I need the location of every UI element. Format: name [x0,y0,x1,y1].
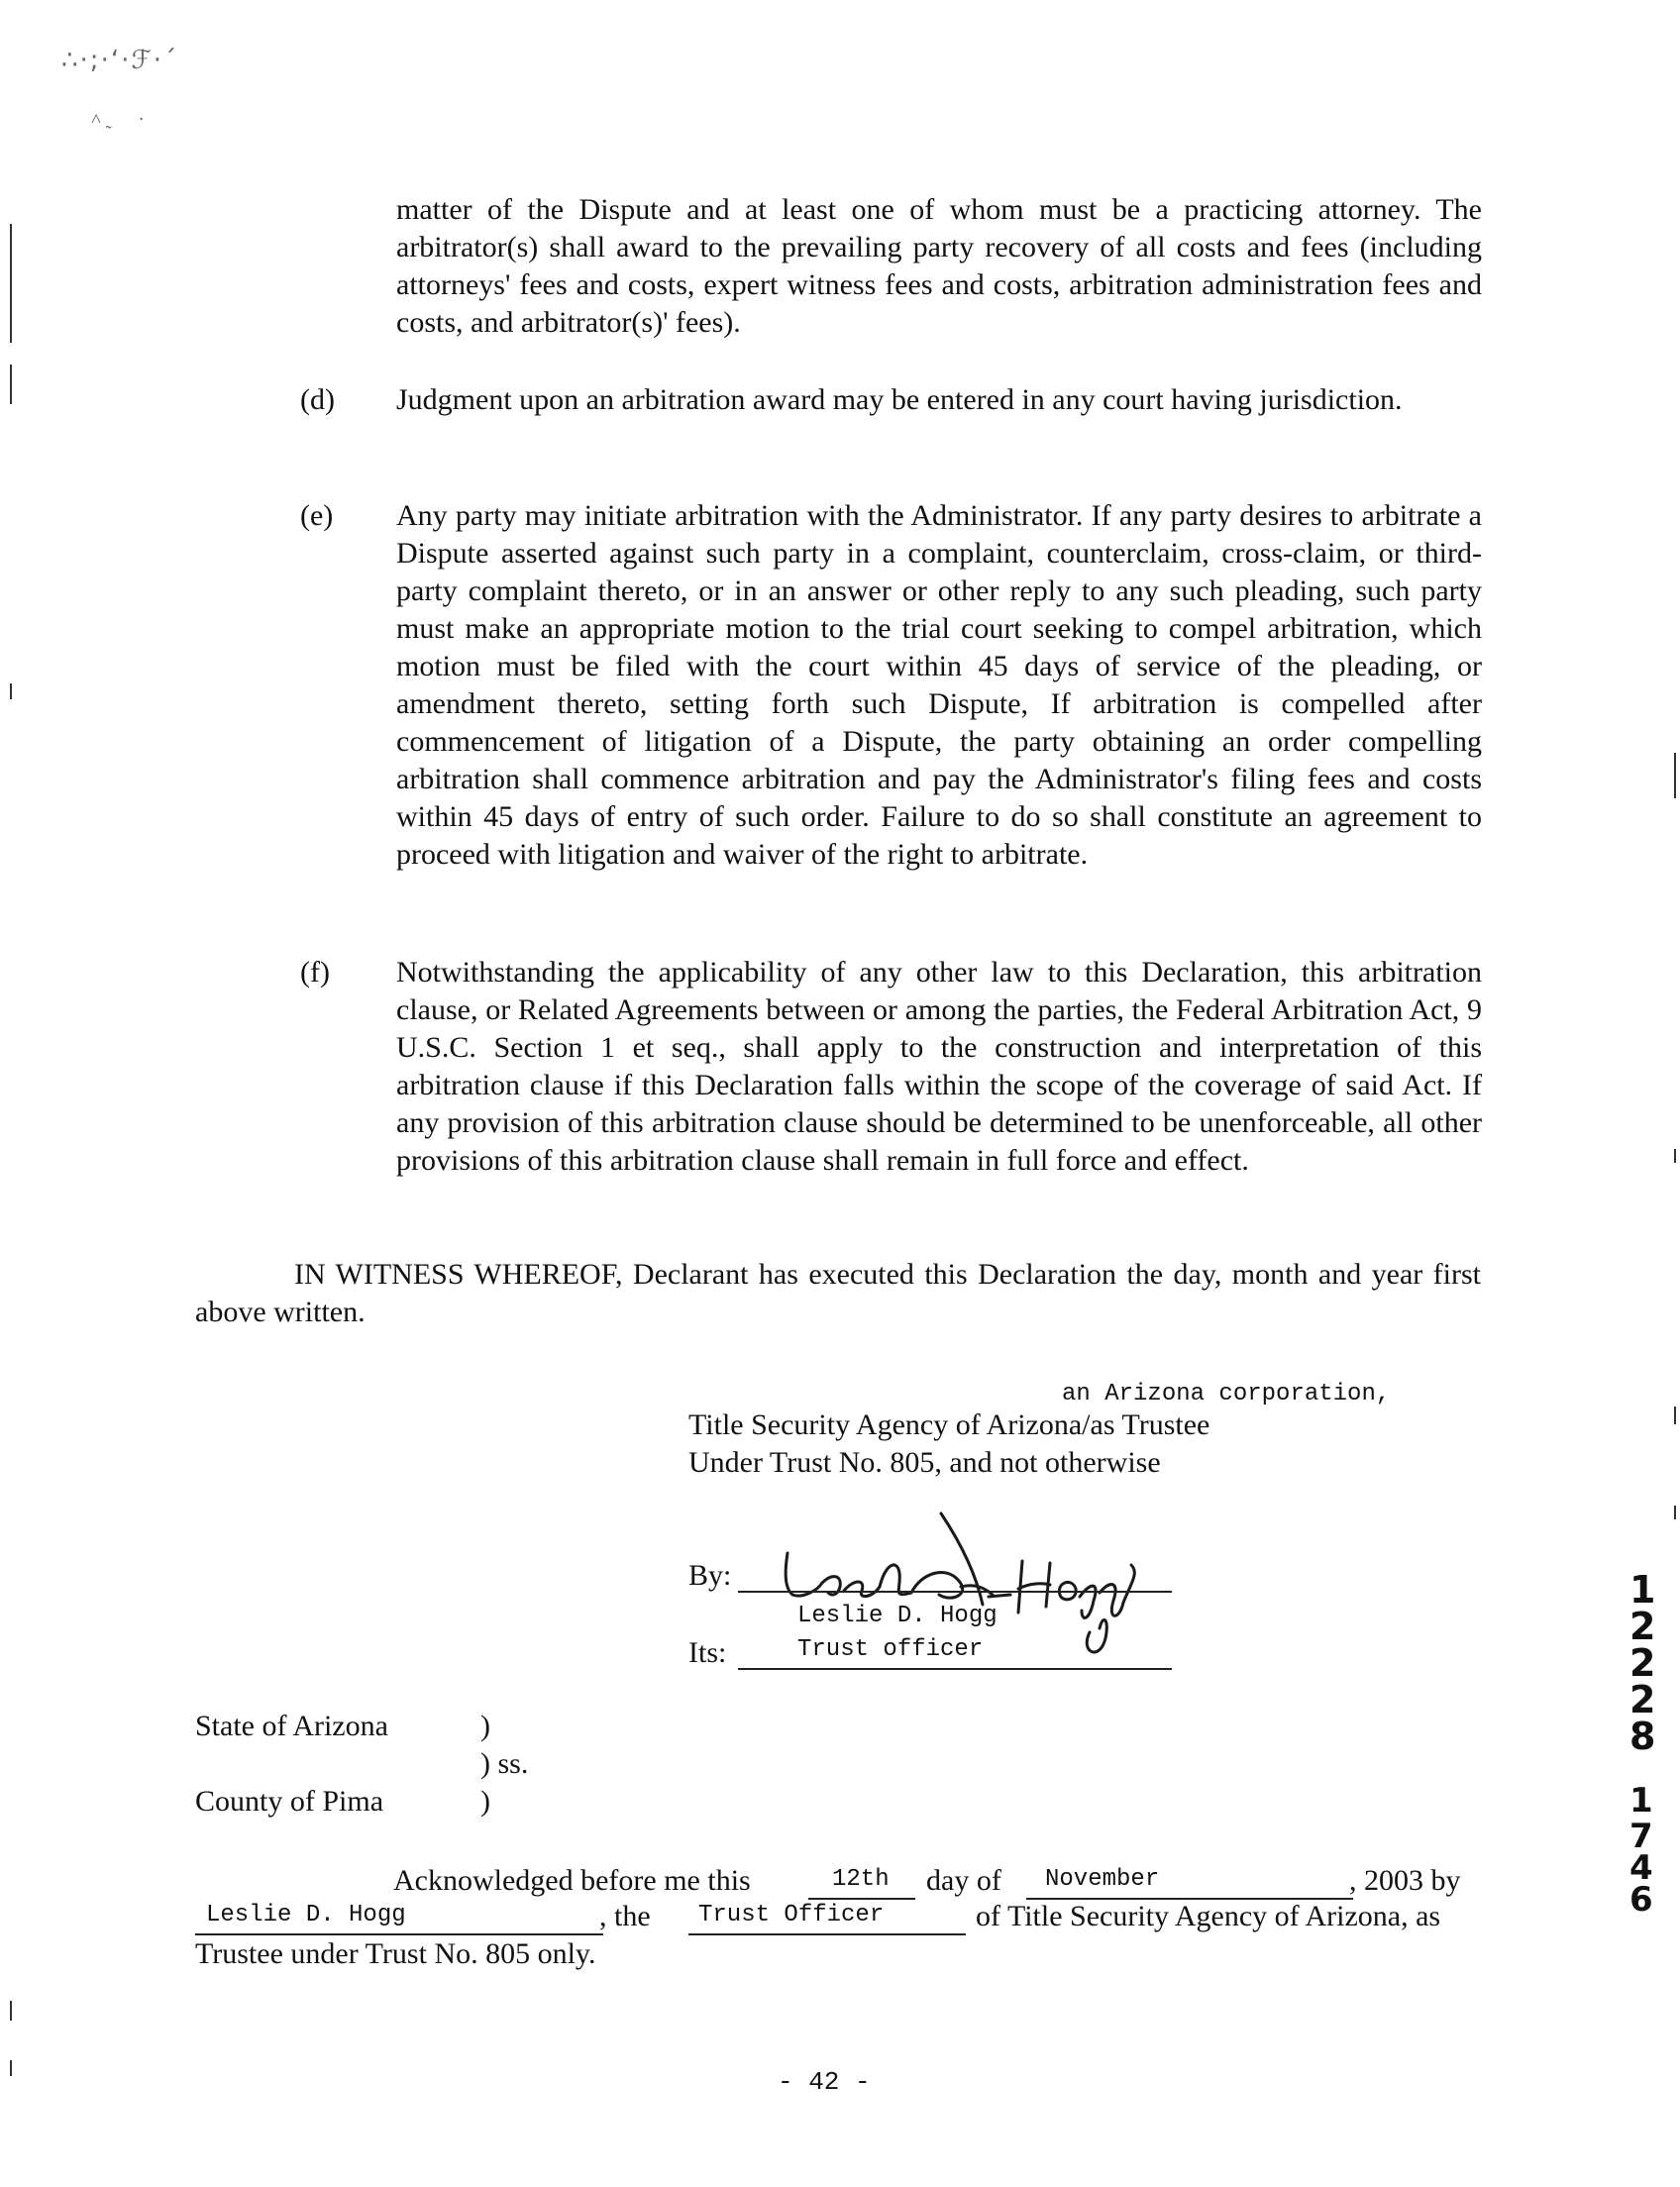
its-label: Its: [688,1636,727,1669]
margin-mark [10,364,12,404]
venue-county: County of Pima [195,1785,384,1818]
stamp-digit: 2 [1629,1641,1656,1685]
stamp-digit: 2 [1629,1678,1656,1721]
stamp-digit: 2 [1629,1605,1656,1648]
margin-mark [1674,1506,1676,1519]
stamp-digit: 1 [1629,1781,1653,1821]
signatory-title: Trust officer [797,1636,984,1663]
ack-day-line [808,1898,915,1900]
ack-person-value: Leslie D. Hogg [206,1902,406,1928]
stamp-digit: 1 [1629,1568,1656,1612]
paragraph-f: Notwithstanding the applicability of any other law to this Declaration, this arbitration clause, or Related Agreements between or among the parties, the Federal Arbitration Act, 9 U.S.C. Section 1 et seq., shall apply to the construction and interpretation of this arbitration clause if this Declaration falls within the scope of the coverage of said Act. If any provision of this arbitration clause should be determined to be unenforceable, all other provisions of this arbitration clause shall remain in full force and effect. [396,956,1482,1177]
margin-mark [1674,753,1676,798]
its-line [738,1668,1172,1670]
margin-mark [10,2001,12,2021]
scan-artifact: ∴·;·‘·ℱ·ˊ [61,46,179,75]
paragraph-f-label: (f) [300,956,330,989]
signature-line [738,1591,1172,1593]
margin-mark [10,683,12,699]
margin-mark [10,224,12,343]
margin-mark [1674,1149,1676,1163]
paragraph-d-label: (d) [300,383,335,416]
paragraph-d: Judgment upon an arbitration award may be entered in any court having jurisdiction. [396,383,1403,416]
stamp-digit: 4 [1629,1848,1653,1888]
venue-ss: ) ss. [480,1747,529,1780]
ack-role-value: Trust Officer [698,1902,885,1928]
ack-text-5: of Title Security Agency of Arizona, as [976,1900,1441,1932]
ack-text-1: Acknowledged before me this [393,1864,751,1897]
stamp-digit: 7 [1629,1817,1653,1856]
by-label: By: [688,1559,732,1592]
typed-insert: an Arizona corporation, [1062,1381,1391,1407]
page-number: - 42 - [778,2067,871,2097]
signatory-line-2: Under Trust No. 805, and not otherwise [688,1446,1161,1479]
ack-text-6: Trustee under Trust No. 805 only. [195,1937,596,1970]
margin-mark [1674,1406,1676,1424]
paragraph-c-continuation: matter of the Dispute and at least one of whom must be a practicing attorney. The arbitrator(s) shall award to the prevailing party recovery of all costs and fees (including attorneys' fees and costs, expert witness fees and costs, arbitration administration fees and costs, and arbitrator(s)' fees). [396,193,1482,339]
margin-mark [10,2060,12,2076]
paragraph-e-label: (e) [300,499,334,532]
witness-clause: IN WITNESS WHEREOF, Declarant has executed this Declaration the day, month and year first above written. [195,1258,1481,1328]
signatory-name: Leslie D. Hogg [797,1603,998,1629]
ack-day-value: 12th [832,1866,890,1893]
ack-text-2: day of [926,1864,1001,1897]
stamp-digit: 6 [1629,1880,1653,1920]
venue-state: State of Arizona [195,1710,388,1742]
signatory-line-1: Title Security Agency of Arizona/as Trustee [688,1408,1210,1441]
ack-text-3: , 2003 by [1349,1864,1461,1897]
ack-text-4: , the [599,1900,651,1932]
scan-artifact-dots: ˄ ˷ · [91,109,145,129]
venue-paren-1: ) [480,1710,490,1742]
paragraph-e: Any party may initiate arbitration with the Administrator. If any party desires to arbitrate a Dispute asserted against such party in a complaint, counterclaim, cross-claim, or third-party complaint thereto, or in an answer or other reply to any such pleading, such party must make an appropriate motion to the trial court seeking to compel arbitration, which motion must be filed with the court within 45 days of service of the pleading, or amendment thereto, setting forth such Dispute, If arbitration is compelled after commencement of litigation of a Dispute, the party obtaining an order compelling arbitration shall commence arbitration and pay the Administrator's filing fees and costs within 45 days of entry of such order. Failure to do so shall constitute an agreement to proceed with litigation and waiver of the right to arbitrate. [396,499,1482,871]
venue-paren-3: ) [480,1785,490,1818]
stamp-digit: 8 [1629,1715,1656,1758]
ack-month-value: November [1045,1866,1160,1893]
ack-role-line [688,1933,966,1935]
